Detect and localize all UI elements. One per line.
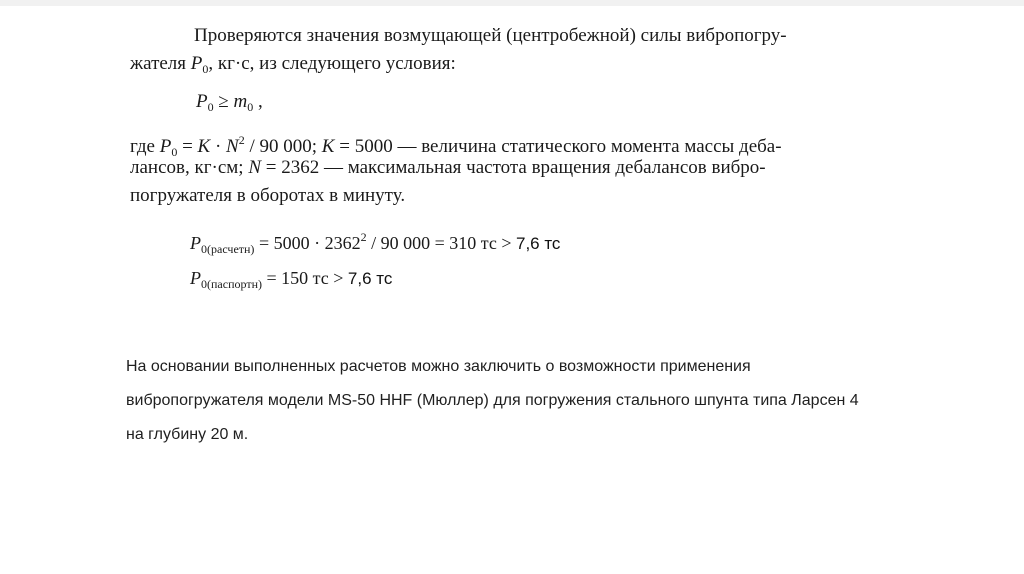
f1-sub: 0(расчетн) [201, 242, 255, 256]
formula-calculated [190, 230, 560, 257]
cond-p: P [196, 91, 208, 112]
scan-line-2 [130, 50, 456, 83]
f1-sup: 2 [360, 230, 367, 244]
line4-dot: · [210, 136, 227, 157]
f1-p: P [190, 233, 201, 253]
scan-line-1-text: Проверяются значения возмущающей (центробежной) силы вибропогру- [194, 25, 787, 46]
scan-line-2b: , кг·с, из следующего условия: [208, 53, 456, 74]
line4-semi: ; [311, 136, 322, 157]
f2-note: 7,6 тс [347, 269, 393, 288]
cond-geq: ≥ [213, 91, 234, 112]
line5-n: N [248, 157, 262, 178]
conclusion-line-1: На основании выполненных расчетов можно заключить о возможности применения [126, 358, 751, 375]
line4-k: K [197, 136, 211, 157]
formula-passport [190, 268, 392, 292]
line4-kval: = 5000 — величина статического момента массы деба- [334, 136, 782, 157]
scan-line-5 [130, 154, 766, 182]
cond-m: m [233, 91, 248, 112]
line4-a: где [130, 136, 160, 157]
f2-p: P [190, 268, 201, 288]
line6-text: погружателя в оборотах в минуту. [130, 185, 406, 206]
f2-body: = 150 тс > [262, 268, 348, 288]
sub-0: 0 [202, 62, 209, 76]
line4-p: P [159, 136, 172, 157]
f1-note: 7,6 тс [515, 234, 561, 253]
f1-tail: / 90 000 = 310 тс > [366, 233, 516, 253]
f1-body: = 5000 · 2362 [254, 233, 361, 253]
line4-k2: K [321, 136, 335, 157]
conclusion-line-3: на глубину 20 м. [126, 426, 249, 443]
f2-sub: 0(паспортн) [201, 277, 262, 291]
scan-condition [196, 88, 263, 121]
scan-line-2a: жателя [130, 53, 191, 74]
conclusion-paragraph [126, 350, 946, 452]
line5-nval: = 2362 — максимальная частота вращения дебалансов вибро- [261, 157, 766, 178]
line4-div: / 90 000 [244, 136, 312, 157]
cond-tail: , [253, 91, 263, 112]
cond-p-sub: 0 [207, 100, 214, 114]
scan-line-1 [194, 22, 787, 50]
line5-a: лансов, кг·см; [130, 157, 249, 178]
line4-sup: 2 [238, 133, 245, 147]
line4-n: N [226, 136, 239, 157]
symbol-p: P [190, 53, 203, 74]
line4-eq: = [177, 136, 198, 157]
cond-m-sub: 0 [247, 100, 254, 114]
line4-sub: 0 [171, 145, 178, 159]
scan-line-6 [130, 182, 405, 210]
conclusion-line-2: вибропогружателя модели MS-50 HHF (Мюллер) для погружения стального шпунта типа Ларсен 4 [126, 392, 859, 409]
top-strip [0, 0, 1024, 6]
